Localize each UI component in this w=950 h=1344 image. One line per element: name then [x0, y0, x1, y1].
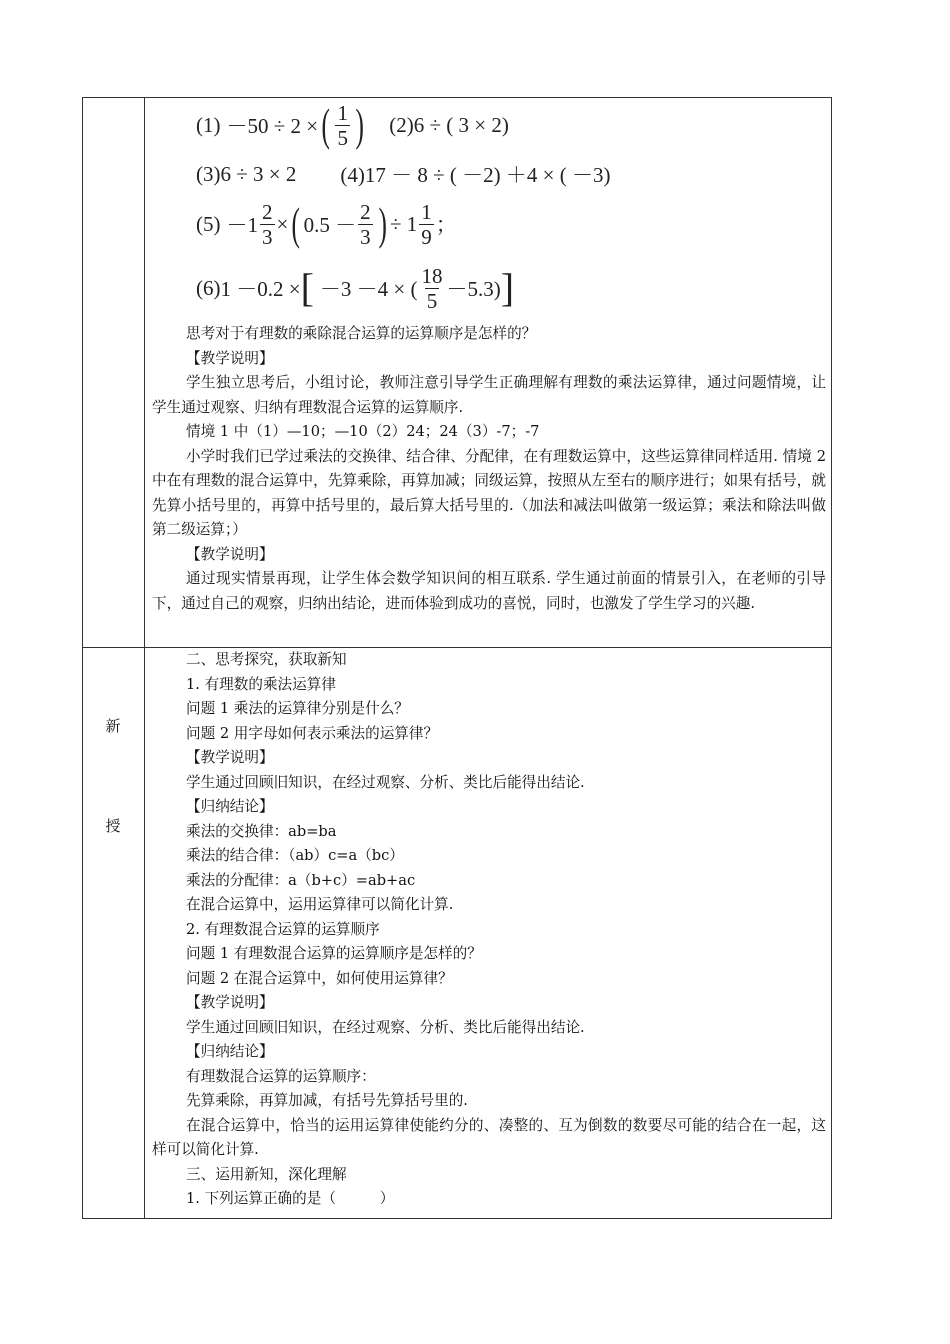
fraction-eighteen-fifths [420, 265, 445, 312]
situation-answers: 情境 1 中（1）—10；—10（2）24；24（3）-7；-7 [186, 423, 540, 440]
column-divider [144, 97, 145, 1219]
summary-text: 先算乘除，再算加减，有括号先算括号里的. [186, 1092, 468, 1109]
fraction-numerator: 18 [421, 263, 443, 288]
problem-5-mid: 0.5 － [303, 213, 357, 237]
teaching-note-heading: 【教学说明】 [186, 349, 274, 367]
section-heading: 二、思考探究，获取新知 [186, 651, 347, 668]
fraction-two-thirds-b [358, 201, 373, 248]
left-bracket: [ [300, 265, 314, 310]
fraction-denominator: 5 [426, 288, 438, 313]
math-row-4 [196, 260, 514, 316]
problem-6-lead: 1 －0.2 × [220, 277, 301, 301]
summary-heading: 【归纳结论】 [186, 798, 274, 815]
teaching-note-text: 学生通过回顾旧知识，在经过观察、分析、类比后能得出结论. [186, 1018, 585, 1036]
summary-text: 有理数混合运算的运算顺序： [186, 1067, 376, 1085]
right-paren: ) [355, 99, 364, 150]
rules-paragraph: 小学时我们已学过乘法的交换律、结合律、分配律，在有理数运算中，这些运算律同样适用. 情境 2 中在有理数的混合运算中，先算乘除，再算加减；同级运算，按照从左至右的顺序进行；如果有括号，就先算小括号里的，再算中括号里的，最后算大括号里的.（加法和减法叫做第一级运算；乘法和除法叫做第二级运算；） [152, 447, 826, 538]
fraction-numerator: 1 [421, 199, 432, 224]
section-1-text [152, 322, 826, 616]
side-label-teach: 授 [105, 817, 121, 835]
question: 问题 2 用字母如何表示乘法的运算律？ [186, 724, 439, 742]
problem-5-lead: －1 [226, 213, 258, 237]
question: 问题 1 乘法的运算律分别是什么？ [186, 700, 409, 717]
math-row-2 [196, 160, 610, 188]
problem-5-after: ÷ 1 [390, 211, 418, 236]
teaching-note-heading: 【教学说明】 [186, 545, 274, 563]
problem-3-expression: (3)6 ÷ 3 × 2 [196, 161, 297, 186]
problem-6-tail: －5.3) [446, 277, 501, 301]
fraction-numerator: 1 [337, 100, 348, 125]
teaching-note-text: 学生通过回顾旧知识，在经过观察、分析、类比后能得出结论. [186, 773, 585, 791]
right-bracket: ] [500, 265, 515, 310]
fraction-denominator: 5 [337, 125, 348, 150]
section-2-text [152, 648, 826, 1212]
problem-5-label: (5) [196, 211, 221, 236]
fraction-one-fifth [335, 102, 350, 149]
think-question: 思考对于有理数的乘除混合运算的运算顺序是怎样的？ [186, 325, 537, 342]
question: 问题 1 有理数混合运算的运算顺序是怎样的？ [186, 945, 482, 962]
fraction-denominator: 9 [421, 224, 432, 249]
fraction-one-ninth [419, 201, 434, 248]
math-row-3: (5) －1 $\frac{2}{3}$ × ( 0.5 － $\frac{2}{3}$ ) ÷ 1 $\frac{1}{9}$ ； [196, 198, 457, 249]
teaching-note-heading: 【教学说明】 [186, 994, 274, 1011]
problem-2-label: (2) [389, 112, 414, 137]
fraction-numerator: 2 [360, 199, 371, 224]
problem-5-end: ； [435, 213, 457, 237]
question: 问题 2 在混合运算中，如何使用运算律？ [186, 969, 453, 987]
summary-heading: 【归纳结论】 [186, 1043, 274, 1060]
section-heading: 三、运用新知，深化理解 [186, 1165, 347, 1183]
problem-6-inner: －3 －4 × ( [319, 277, 418, 301]
problem-6-label: (6) [196, 275, 221, 300]
distributive-law: 乘法的分配律：a（b+c）=ab+ac [186, 871, 416, 889]
summary-text: 在混合运算中，运用运算律可以简化计算. [186, 896, 454, 913]
problem-1-expression: －50 ÷ 2 × [226, 114, 319, 138]
side-label-new: 新 [105, 717, 121, 735]
associative-law: 乘法的结合律：（ab）c=a（bc） [186, 847, 404, 864]
problem-1-label: (1) [196, 112, 221, 137]
subsection-heading: 1. 有理数的乘法运算律 [186, 675, 336, 693]
fraction-two-thirds-a [260, 201, 275, 248]
problem-2-expression: 6 ÷ ( 3 × 2) [413, 112, 509, 137]
exercise-question: 1. 下列运算正确的是（ ） [186, 1190, 395, 1207]
left-paren: ( [321, 99, 331, 150]
summary-paragraph: 在混合运算中，恰当的运用运算律使能约分的、凑整的、互为倒数的数要尽可能的结合在一起，这样可以简化计算. [152, 1116, 826, 1158]
fraction-denominator: 3 [262, 224, 273, 249]
right-paren: ) [378, 198, 387, 249]
math-row-1 [196, 97, 509, 153]
reflection-paragraph: 通过现实情景再现，让学生体会数学知识间的相互联系. 学生通过前面的情景引入，在老师的引导下，通过自己的观察，归纳出结论，进而体验到成功的喜悦，同时，也激发了学生学习的兴趣. [152, 570, 826, 612]
fraction-denominator: 3 [360, 224, 371, 249]
fraction-numerator: 2 [262, 199, 273, 224]
subsection-heading: 2. 有理数混合运算的运算顺序 [186, 920, 380, 938]
left-paren: ( [291, 198, 301, 249]
teaching-note-paragraph: 学生独立思考后，小组讨论，教师注意引导学生正确理解有理数的乘法运算律，通过问题情境，让学生通过观察、归纳有理数混合运算的运算顺序. [152, 374, 826, 416]
teaching-note-heading: 【教学说明】 [186, 749, 274, 766]
commutative-law: 乘法的交换律：ab=ba [186, 822, 337, 840]
problem-4-expression: (4)17 － 8 ÷ ( －2) ＋4 × ( －3) [340, 163, 611, 187]
